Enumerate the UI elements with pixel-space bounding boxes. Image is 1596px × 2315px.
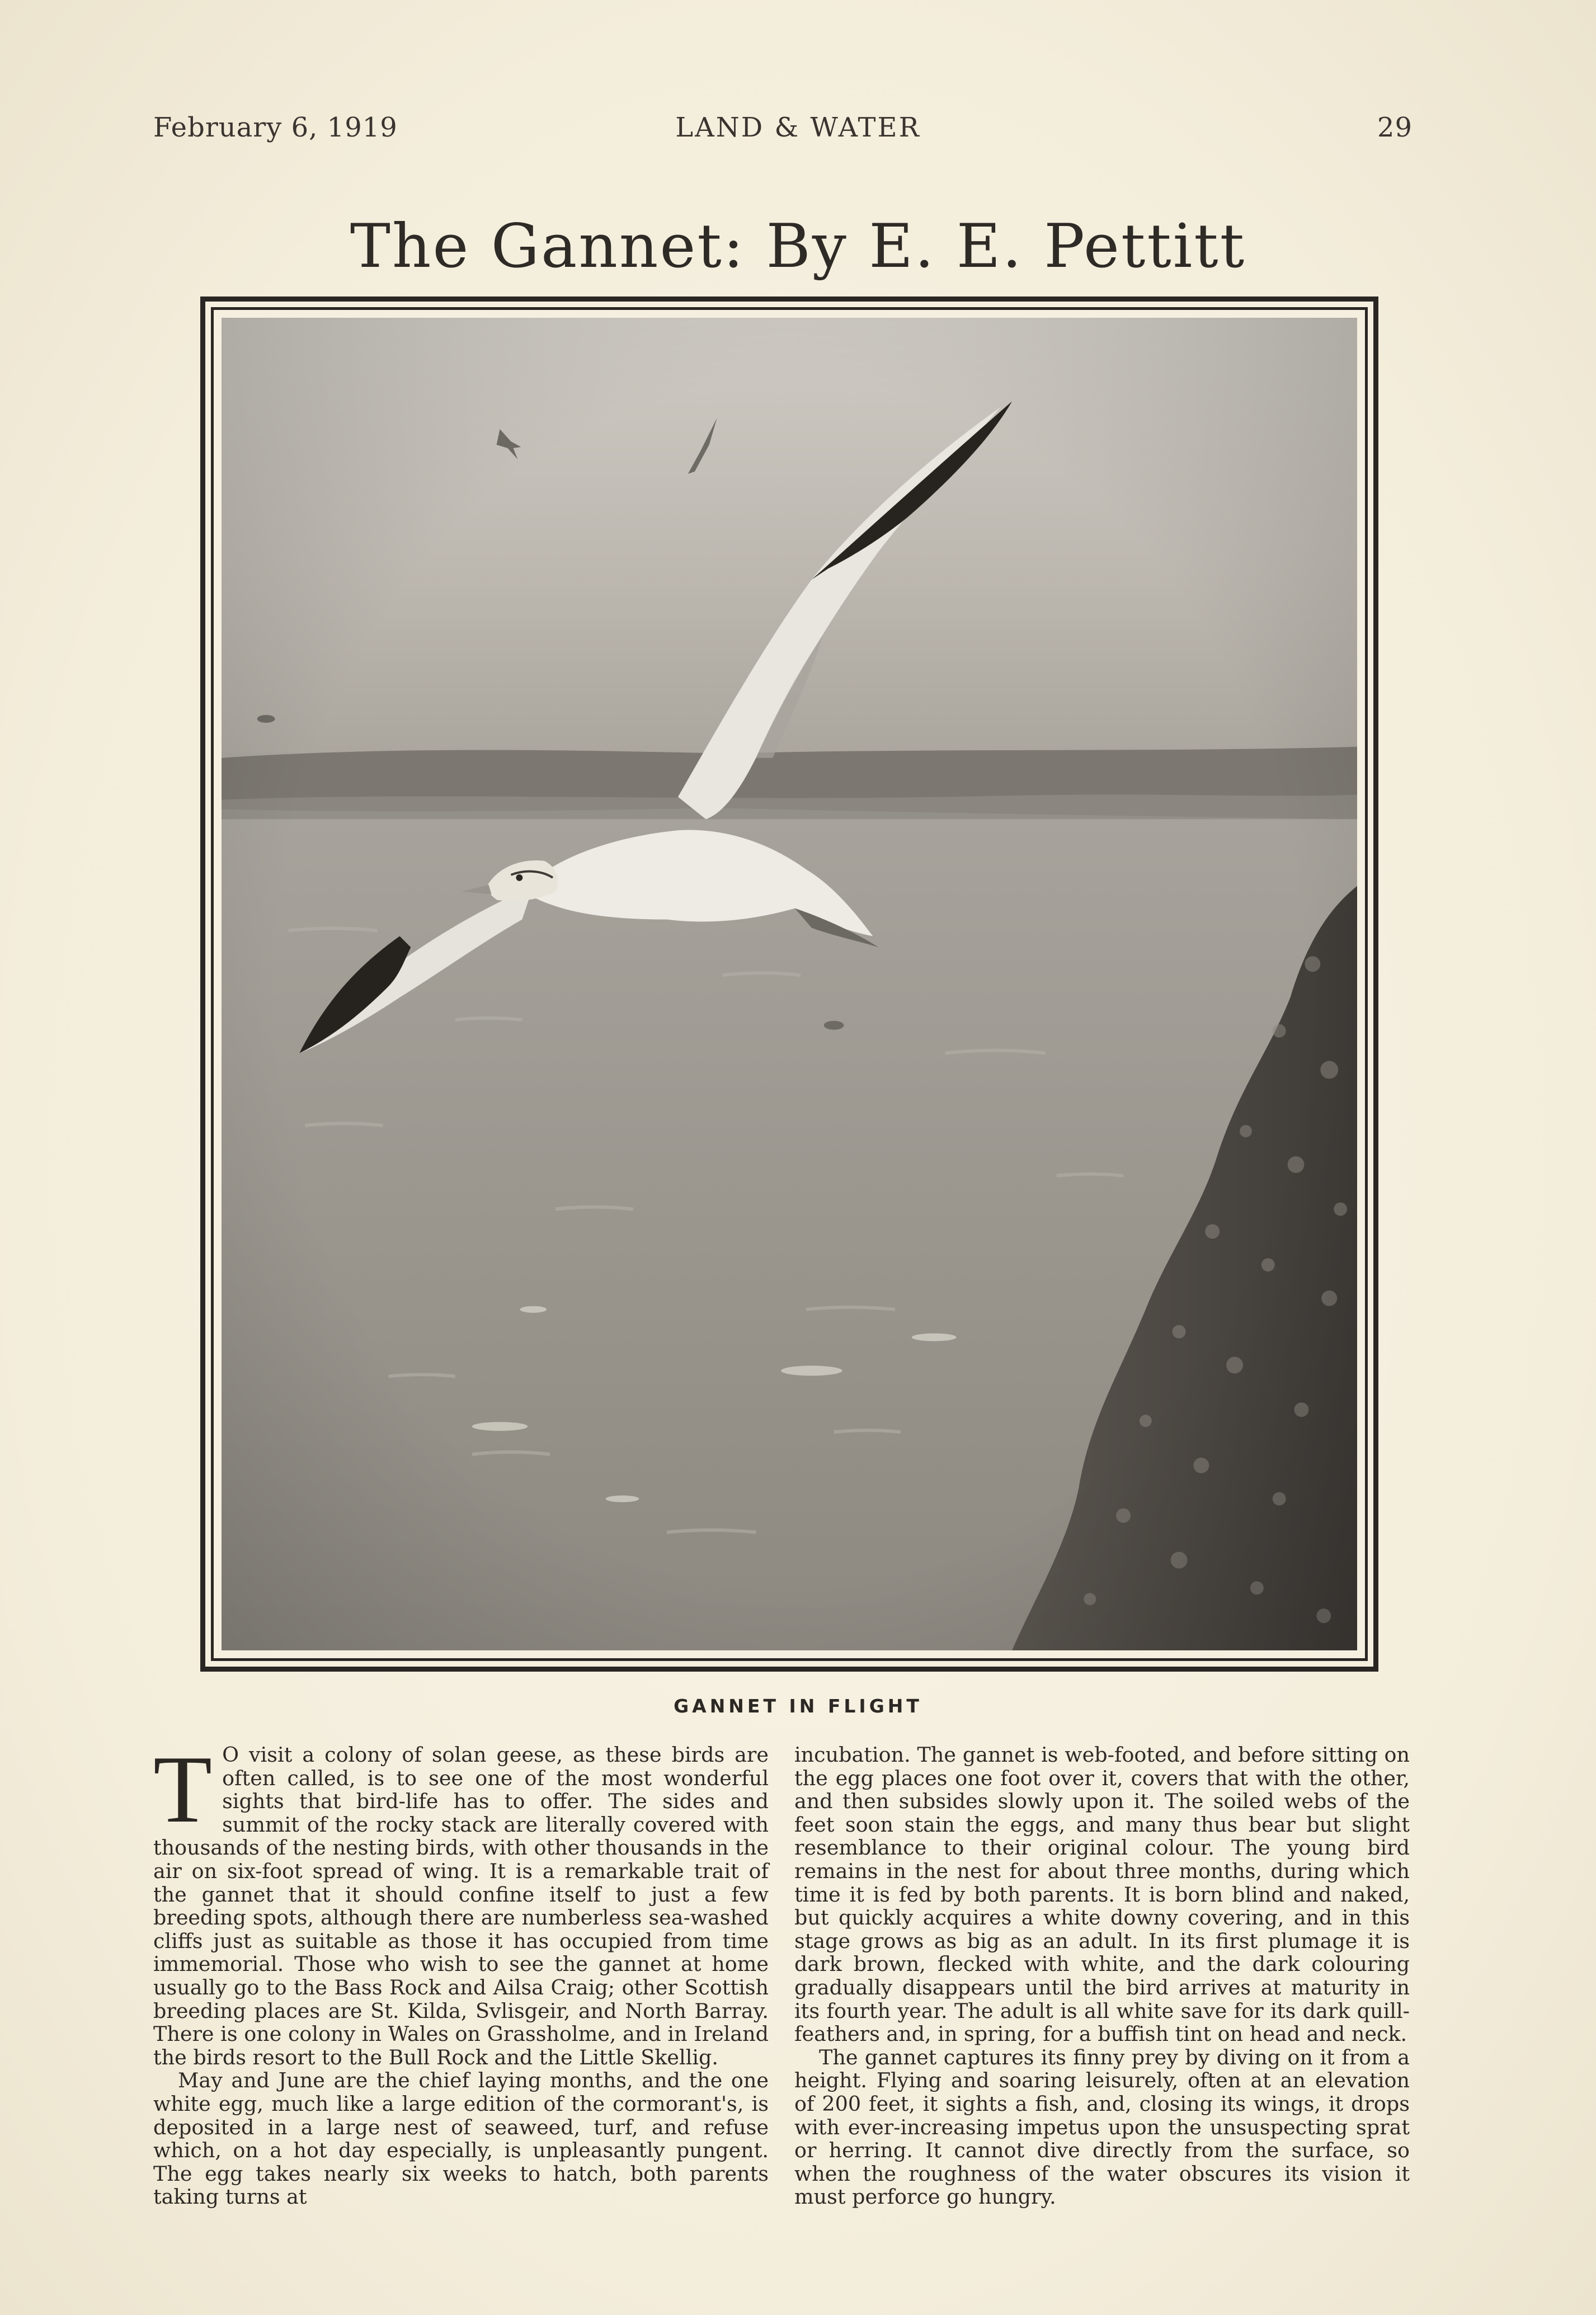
article-column-left: [153, 1737, 769, 2209]
article-paragraph-1: [153, 1737, 769, 2069]
article-paragraph-2: May and June are the chief laying months, and the one white egg, much like a large edition of the cormorant's, is deposited in a large nest of seaweed, turf, and refuse which, on a hot day especially, is unpleasantly pungent. The egg takes nearly six weeks to hatch, both parents taking turns at: [153, 2068, 769, 2209]
page-number: 29: [1377, 112, 1413, 143]
photo-frame-inner: [211, 307, 1368, 1661]
gannet-photograph: [222, 318, 1357, 1650]
article-column-right: [794, 1743, 1410, 2209]
magazine-name: LAND & WATER: [675, 112, 921, 143]
gannet-photo-image: [222, 318, 1357, 1650]
photo-frame: [200, 297, 1378, 1672]
article-paragraph-3: incubation. The gannet is web-footed, and before sitting on the egg places one foot over it, covers that with the other, and then subsides slowly upon it. The soiled webs of the feet soon stain the eggs, and many thus bear but slight resemblance to their original colour. The young bird remains in the nest for about three months, during which time it is fed by both parents. It is born blind and naked, but quickly acquires a white downy covering, and in this stage grows as big as an adult. In its first plumage it is dark brown, flecked with white, and the dark colouring gradually disappears until the bird arrives at maturity in its fourth year. The adult is all white save for its dark quill-feathers and, in spring, for a buffish tint on head and neck.: [794, 1743, 1410, 2046]
article-paragraph-4: The gannet captures its finny prey by diving on it from a height. Flying and soaring leisurely, often at an elevation of 200 feet, it sights a fish, and, closing its wings, it drops with ever-increasing impetus upon the unsuspecting sprat or herring. It cannot dive directly from the surface, so when the roughness of the water obscures its vision it must perforce go hungry.: [794, 2045, 1410, 2209]
drop-cap: T: [153, 1737, 213, 1843]
paragraph-1-text: O visit a colony of solan geese, as these birds are often called, is to see one of the most wonderful sights that bird-life has to offer. The sides and summit of the rocky stack are literally covered with thousands of the nesting birds, with other thousands in the air on six-foot spread of wing. It is a remarkable trait of the gannet that it should confine itself to just a few breeding spots, although there are numberless sea-washed cliffs just as suitable as those it has occupied from time immemorial. Those who wish to see the gannet at home usually go to the Bass Rock and Ailsa Craig; other Scottish breeding places are St. Kilda, Svlisgeir, and North Barray. There is one colony in Wales on Grassholme, and in Ireland the birds resort to the Bull Rock and the Little Skellig.: [153, 1743, 769, 2069]
issue-date: February 6, 1919: [153, 112, 398, 143]
photo-caption: GANNET IN FLIGHT: [674, 1695, 922, 1717]
article-title: The Gannet: By E. E. Pettitt: [350, 211, 1246, 282]
